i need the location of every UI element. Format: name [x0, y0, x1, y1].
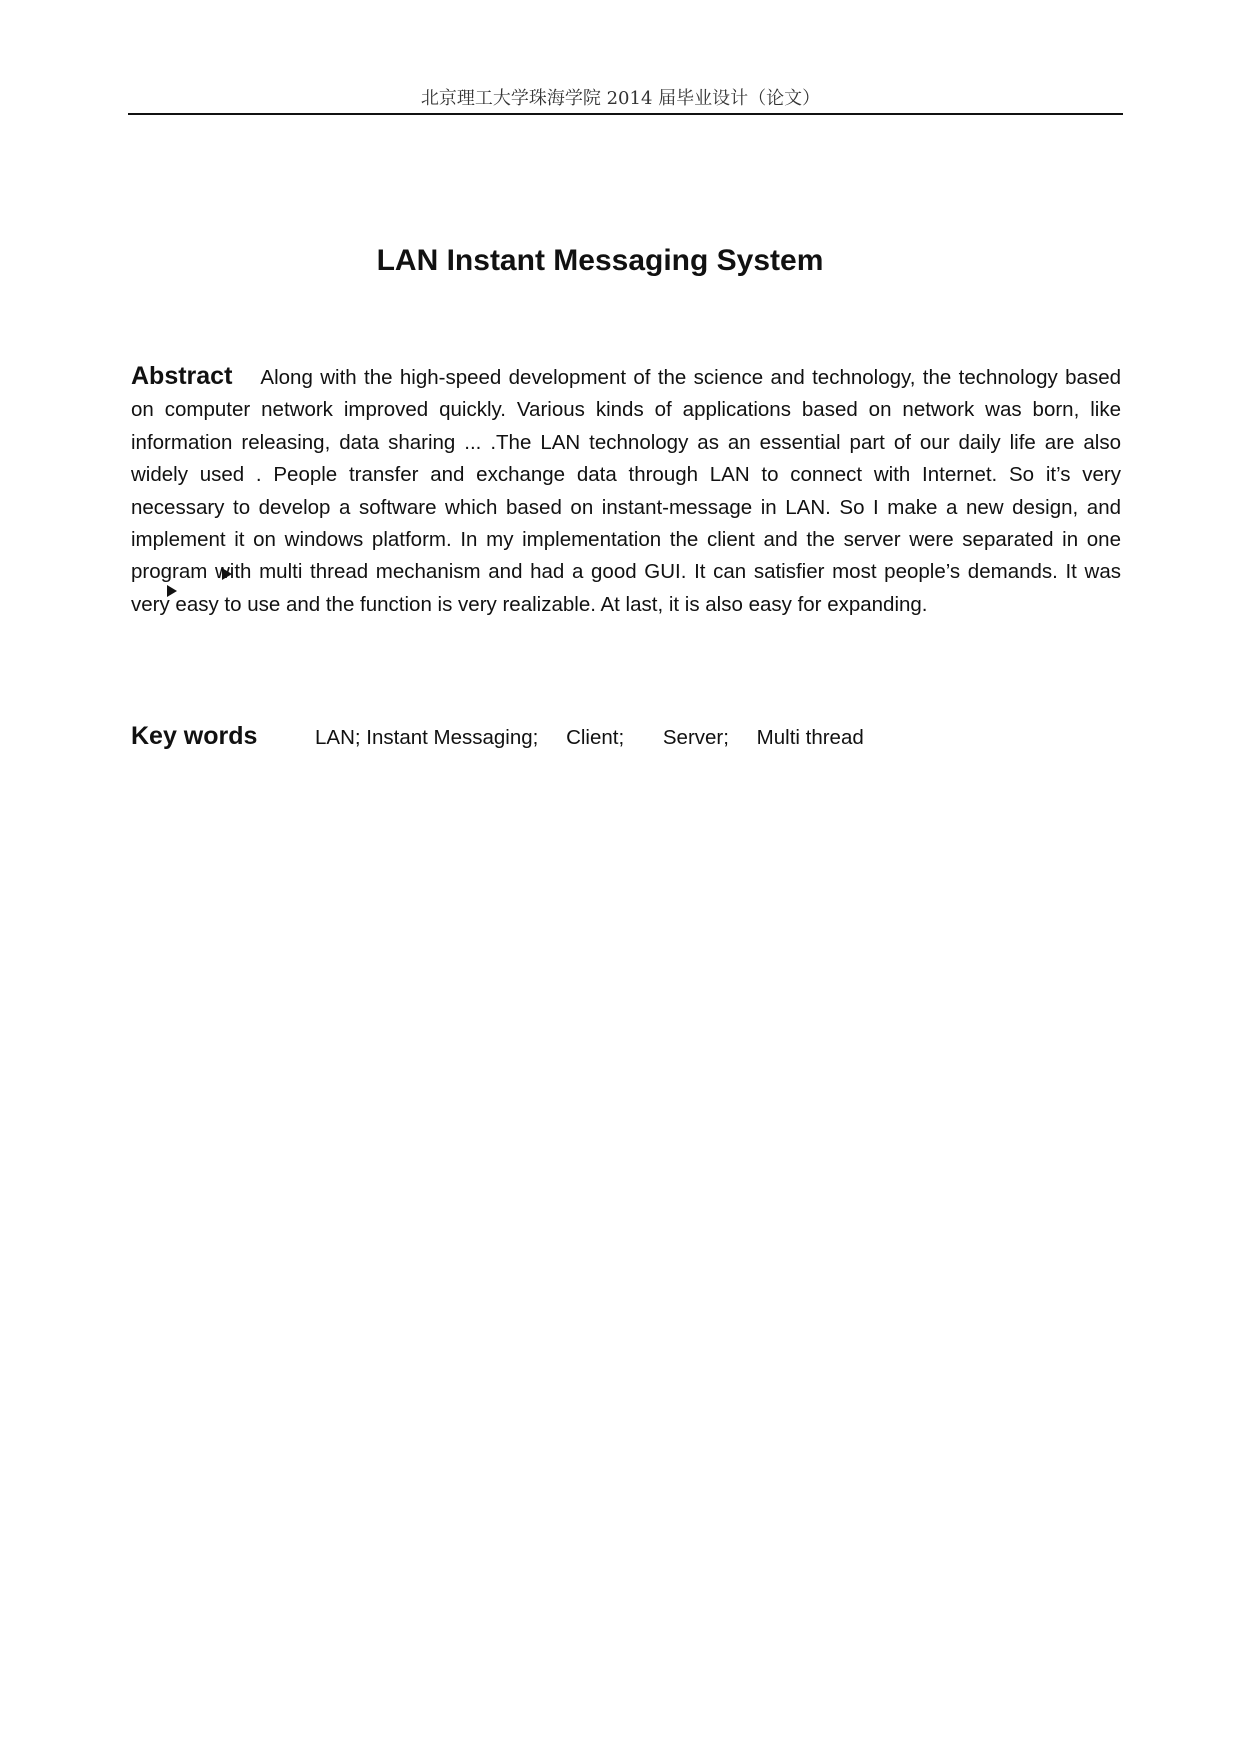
running-header: 北京理工大学珠海学院 2014 届毕业设计（论文） [420, 88, 821, 109]
keyword-1: LAN; [315, 726, 361, 749]
keyword-5: Multi thread [756, 726, 864, 749]
abstract-label: Abstract [131, 362, 233, 390]
header-rule [128, 113, 1123, 115]
keywords-label: Key words [131, 722, 258, 750]
abstract-paragraph [131, 360, 1121, 621]
arrow-pointer-icon [167, 585, 177, 597]
keyword-2: Instant Messaging; [366, 726, 539, 749]
abstract-body: Along with the high-speed development of the science and technology, the technology based on computer network improved quickly. Various kinds of applications based on network was born, like information releasing, data sharing ... .The LAN technology as an essential part of our daily life are also widely used . People transfer and exchange data through LAN to connect with Internet. So it’s very necessary to develop a software which based on instant-message in LAN. So I make a new design, and implement it on windows platform. In my implementation the client and the server were separated in one program with multi thread mechanism and had a good GUI. It can satisfier most people’s demands. It was very easy to use and the function is very realizable. At last, it is also easy for expanding. [131, 366, 1121, 616]
arrow-pointer-icon [222, 568, 232, 580]
keyword-4: Server; [662, 726, 729, 749]
keyword-3: Client; [566, 726, 625, 749]
keywords-line [131, 722, 1121, 751]
paper-title: LAN Instant Messaging System [376, 244, 824, 277]
